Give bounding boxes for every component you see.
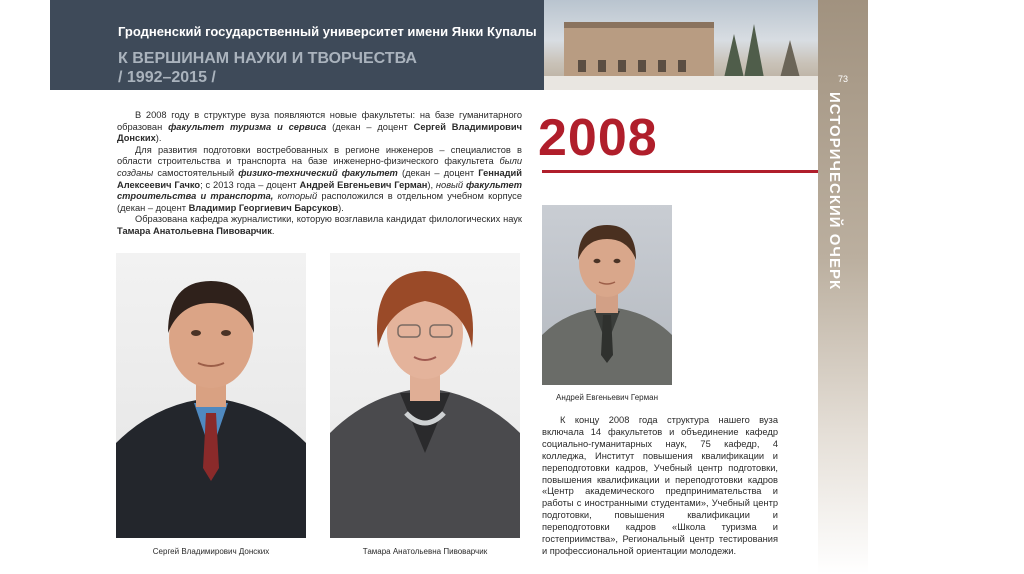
faculty-name: физико-технический факультет	[238, 167, 398, 178]
person-name: Тамара Анатольевна Пивоварчик	[117, 225, 272, 236]
woman-portrait-image	[330, 253, 520, 538]
campus-photo	[544, 0, 818, 90]
faculty-name: факультет туризма и сервиса	[168, 121, 327, 132]
section-title-vertical: ИСТОРИЧЕСКИЙ ОЧЕРК	[826, 92, 843, 291]
campus-building	[564, 22, 714, 83]
faculty-name: факультет строительства и транспорта,	[117, 179, 522, 202]
text-run: были созданы	[117, 156, 522, 178]
main-text	[117, 110, 522, 238]
photo-caption: Андрей Евгеньевич Герман	[556, 393, 658, 402]
man-portrait-image	[116, 253, 306, 538]
person-name: Андрей Евгеньевич Герман	[299, 179, 428, 190]
book-page	[50, 0, 868, 574]
building-window	[678, 60, 686, 72]
summary-text	[542, 415, 778, 558]
book-title: К ВЕРШИНАМ НАУКИ И ТВОРЧЕСТВА	[118, 50, 417, 67]
building-window	[578, 60, 586, 72]
portrait-photo	[542, 205, 672, 385]
person-name: Сергей Владимирович Донских	[117, 121, 522, 144]
page-header	[50, 0, 544, 90]
person-name: Владимир Георгиевич Барсуков	[188, 202, 339, 213]
paragraph	[117, 214, 522, 237]
text-run: который	[277, 191, 318, 202]
building-window	[598, 60, 606, 72]
person-name: Геннадий Алексеевич Гачко	[117, 167, 522, 190]
fir-tree	[724, 34, 744, 78]
photo-caption: Тамара Анатольевна Пивоварчик	[362, 547, 488, 556]
building-window	[638, 60, 646, 72]
text-run: Образована кафедра журналистики, которую возглавила кандидат филологических наук	[135, 214, 522, 225]
text-run: ; с 2013 года – доцент	[200, 179, 300, 190]
paragraph	[117, 110, 522, 145]
photo-caption: Сергей Владимирович Донских	[152, 547, 270, 556]
building-window	[618, 60, 626, 72]
text-run: .	[271, 225, 275, 236]
heading-rule	[542, 170, 818, 173]
book-years: / 1992–2015 /	[118, 69, 216, 86]
text-run: ).	[338, 202, 344, 213]
text-run: Для развития подготовки востребованных в регионе инженеров – специалистов в области строительства и транспорта на базе инженерно-физического факультета	[117, 144, 522, 167]
paragraph	[117, 145, 522, 215]
fir-tree	[744, 24, 764, 78]
text-run: новый	[435, 179, 464, 190]
text-run: (декан – доцент	[326, 121, 414, 132]
text-run: (декан – доцент	[397, 167, 479, 178]
building-window	[658, 60, 666, 72]
man-portrait-image	[542, 205, 672, 385]
text-run: расположился в отдельном учебном корпусе (декан – доцент	[117, 191, 522, 213]
text-run: ),	[427, 179, 436, 190]
text-run: ).	[155, 133, 162, 144]
university-name: Гродненский государственный университет имени Янки Купалы	[118, 24, 537, 39]
text-run: В 2008 году в структуре вуза появляются новые факультеты: на базе гуманитарного образован	[117, 110, 522, 132]
paragraph: К концу 2008 года структура нашего вуза включала 14 факультетов и объединение кафедр социально-гуманитарных наук, 75 кафедр, 4 колледжа, Институт повышения квалификации и переподготовки кадров, Учебный центр подготовки, повышения квалификации и переподготовки кадров «Центр академического предпринимательства и работы с иностранными студентами», Учебный центр подготовки, повышения квалификации и переподготовки кадров «Школа туризма и гостеприимства», Региональный центр тестирования и профессиональной ориентации молодежи.	[542, 415, 778, 556]
bare-tree	[780, 40, 800, 78]
snow-ground	[544, 76, 818, 90]
text-run: самостоятельный	[153, 167, 239, 178]
page-number: 73	[837, 74, 848, 84]
year-heading: 2008	[538, 109, 658, 167]
portrait-photo	[116, 253, 306, 538]
portrait-photo	[330, 253, 520, 538]
